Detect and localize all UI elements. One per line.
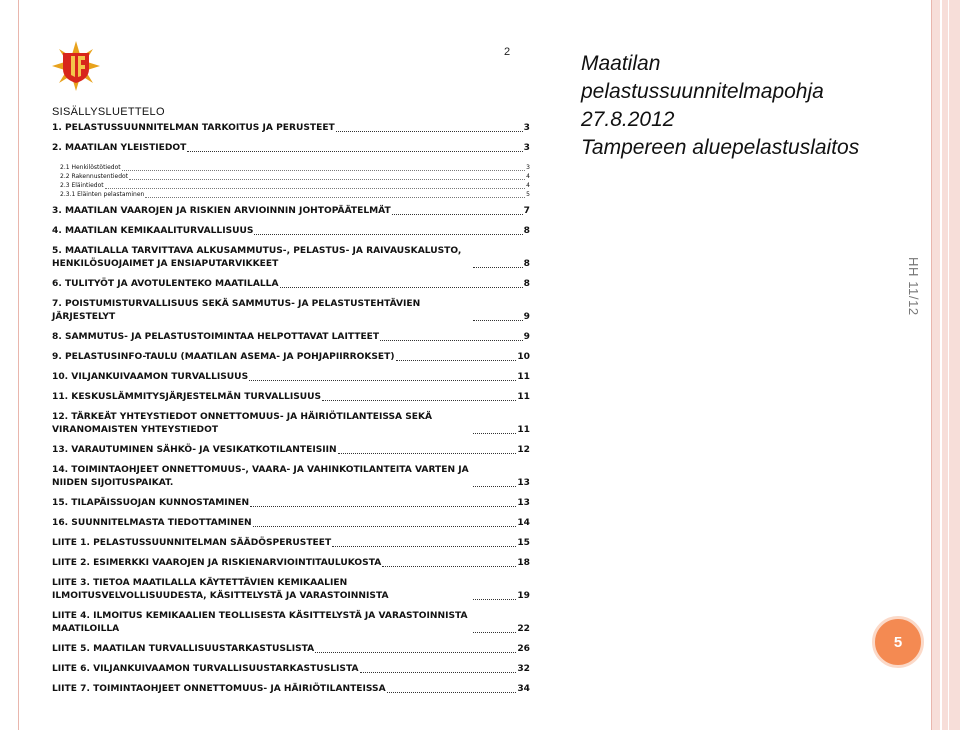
slide-title-line: Maatilan <box>581 52 661 75</box>
toc-leader-dots <box>332 546 516 547</box>
toc-entry-page: 14 <box>517 518 530 528</box>
right-decorative-band <box>932 0 960 730</box>
toc-subentry <box>52 164 530 172</box>
toc-entry-label: LIITE 3. TIETOA MAATILALLA KÄYTETTÄVIEN KEMIKAALIEN ILMOITUSVELVOLLISUUDESTA, KÄSITTELYSTÄ JA VARASTOINNISTA <box>52 578 389 601</box>
toc-entry <box>52 497 530 510</box>
toc-leader-dots <box>473 599 516 600</box>
toc-entry-label: LIITE 7. TOIMINTAOHJEET ONNETTOMUUS- JA HÄIRIÖTILANTEISSA <box>52 684 386 694</box>
slide-number-badge: 5 <box>872 616 924 668</box>
toc-leader-dots <box>322 400 516 401</box>
toc-entry-label: 13. VARAUTUMINEN SÄHKÖ- JA VESIKATKOTILANTEISIIN <box>52 445 337 455</box>
toc-entry-page: 9 <box>523 332 530 342</box>
slide-title-line: 27.8.2012 <box>581 108 675 131</box>
document-page-number: 2 <box>504 46 511 58</box>
toc-entry-label: LIITE 4. ILMOITUS KEMIKAALIEN TEOLLISESTA KÄSITTELYSTÄ JA VARASTOINNISTA MAATILOILLA <box>52 611 468 634</box>
toc-entry <box>52 205 530 218</box>
toc-entry-page: 15 <box>517 538 530 548</box>
toc-entry-label: LIITE 2. ESIMERKKI VAAROJEN JA RISKIENARVIOINTITAULUKOSTA <box>52 558 382 568</box>
toc-subentry <box>52 173 530 181</box>
toc-entry-page: 8 <box>523 226 530 236</box>
toc-entry-label: 1. PELASTUSSUUNNITELMAN TARKOITUS JA PERUSTEET <box>52 123 335 133</box>
toc-entry-label: 8. SAMMUTUS- JA PELASTUSTOIMINTAA HELPOTTAVAT LAITTEET <box>52 332 380 342</box>
toc-leader-dots <box>315 652 516 653</box>
toc-entry-label: 15. TILAPÄISSUOJAN KUNNOSTAMINEN <box>52 498 250 508</box>
toc-entry <box>52 371 530 384</box>
toc-leader-dots <box>473 632 516 633</box>
toc-entry-label: 12. TÄRKEÄT YHTEYSTIEDOT ONNETTOMUUS- JA HÄIRIÖTILANTEISSA SEKÄ VIRANOMAISTEN YHTEYSTIEDOT <box>52 412 433 435</box>
toc-leader-dots <box>396 360 517 361</box>
toc-entry-page: 11 <box>517 392 530 402</box>
toc-entry <box>52 517 530 530</box>
toc-entry-page: 8 <box>523 259 530 269</box>
toc-entry <box>52 225 530 238</box>
toc-entry-page: 3 <box>526 164 530 171</box>
toc-entry-page: 10 <box>517 352 530 362</box>
toc-leader-dots <box>122 170 526 171</box>
toc-entry <box>52 245 530 271</box>
toc-entry <box>52 577 530 603</box>
toc-leader-dots <box>392 214 523 215</box>
toc-leader-dots <box>254 234 522 235</box>
rescue-emblem-icon <box>51 40 101 92</box>
toc-leader-dots <box>473 267 523 268</box>
toc-entry <box>52 298 530 324</box>
toc-leader-dots <box>387 692 517 693</box>
toc-subentry <box>52 182 530 190</box>
toc-entry <box>52 142 530 155</box>
toc-entry-page: 5 <box>526 191 530 198</box>
toc-leader-dots <box>473 433 516 434</box>
toc-entry-page: 32 <box>517 664 530 674</box>
toc-entry-page: 13 <box>517 498 530 508</box>
toc-entry-label: 16. SUUNNITELMASTA TIEDOTTAMINEN <box>52 518 252 528</box>
toc-leader-dots <box>380 340 523 341</box>
toc-leader-dots <box>473 320 523 321</box>
toc-entry-page: 8 <box>523 279 530 289</box>
toc-entry-label: 10. VILJANKUIVAAMON TURVALLISUUS <box>52 372 249 382</box>
toc-entry <box>52 537 530 550</box>
toc-entry-page: 4 <box>526 182 530 189</box>
toc-entry-page: 7 <box>523 206 530 216</box>
slide-title-line: pelastussuunnitelmapohja <box>581 80 824 103</box>
toc-entry-label: 2.2 Rakennustentiedot <box>60 173 129 180</box>
toc-entry-label: 14. TOIMINTAOHJEET ONNETTOMUUS-, VAARA- JA VAHINKOTILANTEITA VARTEN JA NIIDEN SIJOITUSPAIKAT. <box>52 465 469 488</box>
toc-entry-label: 11. KESKUSLÄMMITYSJÄRJESTELMÄN TURVALLISUUS <box>52 392 322 402</box>
toc-entry-page: 34 <box>517 684 530 694</box>
toc-leader-dots <box>280 287 523 288</box>
toc-entry-page: 9 <box>523 312 530 322</box>
toc-entry-page: 13 <box>517 478 530 488</box>
toc-entry <box>52 331 530 344</box>
toc-entry <box>52 411 530 437</box>
toc-entry-page: 11 <box>517 425 530 435</box>
toc-leader-dots <box>249 380 516 381</box>
toc-entry-label: 2. MAATILAN YLEISTIEDOT <box>52 143 187 153</box>
vertical-footer-label: HH 11/12 <box>906 257 921 316</box>
slide-title-line: Tampereen aluepelastuslaitos <box>581 136 860 159</box>
toc-entry-page: 3 <box>523 123 530 133</box>
toc-entry <box>52 683 530 696</box>
toc-leader-dots <box>187 151 522 152</box>
toc-entry-page: 3 <box>523 143 530 153</box>
toc-entry <box>52 351 530 364</box>
toc-subentry <box>52 191 530 199</box>
toc-heading: SISÄLLYSLUETTELO <box>52 106 165 118</box>
toc-entry-page: 4 <box>526 173 530 180</box>
toc-entry-label: 2.3 Eläintiedot <box>60 182 104 189</box>
toc-entry-label: 6. TULITYÖT JA AVOTULENTEKO MAATILALLA <box>52 279 279 289</box>
toc-entry-label: 4. MAATILAN KEMIKAALITURVALLISUUS <box>52 226 254 236</box>
toc-entry-label: 5. MAATILALLA TARVITTAVA ALKUSAMMUTUS-, PELASTUS- JA RAIVAUSKALUSTO, HENKILÖSUOJAIMET JA ENSIAPUTARVIKKEET <box>52 246 462 269</box>
toc-leader-dots <box>250 506 516 507</box>
toc-entry-label: 2.3.1 Eläinten pelastaminen <box>60 191 145 198</box>
toc-entry-page: 19 <box>517 591 530 601</box>
toc-entry-page: 11 <box>517 372 530 382</box>
toc-entry-label: 2.1 Henkilöstötiedot <box>60 164 121 171</box>
toc-entry <box>52 278 530 291</box>
toc-entry-label: 9. PELASTUSINFO-TAULU (MAATILAN ASEMA- JA POHJAPIIRROKSET) <box>52 352 395 362</box>
toc-entry <box>52 610 530 636</box>
toc-entry-label: LIITE 5. MAATILAN TURVALLISUUSTARKASTUSLISTA <box>52 644 315 654</box>
toc-leader-dots <box>382 566 516 567</box>
toc-entry-page: 26 <box>517 644 530 654</box>
toc-leader-dots <box>473 486 516 487</box>
document-page-image <box>48 38 536 694</box>
toc-entry-label: 7. POISTUMISTURVALLISUUS SEKÄ SAMMUTUS- JA PELASTUSTEHTÄVIEN JÄRJESTELYT <box>52 299 421 322</box>
slide-title <box>581 50 911 162</box>
toc-entry-label: LIITE 6. VILJANKUIVAAMON TURVALLISUUSTARKASTUSLISTA <box>52 664 359 674</box>
toc-leader-dots <box>145 197 525 198</box>
toc-entry-label: 3. MAATILAN VAAROJEN JA RISKIEN ARVIOINNIN JOHTOPÄÄTELMÄT <box>52 206 391 216</box>
toc-leader-dots <box>336 131 523 132</box>
toc-leader-dots <box>338 453 517 454</box>
toc-entry-page: 18 <box>517 558 530 568</box>
toc-entry-label: LIITE 1. PELASTUSSUUNNITELMAN SÄÄDÖSPERUSTEET <box>52 538 332 548</box>
toc-entry <box>52 391 530 404</box>
toc-entry <box>52 557 530 570</box>
toc-entry <box>52 464 530 490</box>
table-of-contents <box>52 122 530 703</box>
toc-entry-page: 12 <box>517 445 530 455</box>
toc-leader-dots <box>105 188 526 189</box>
toc-entry-page: 22 <box>517 624 530 634</box>
toc-leader-dots <box>360 672 517 673</box>
toc-leader-dots <box>129 179 525 180</box>
toc-entry <box>52 444 530 457</box>
toc-leader-dots <box>253 526 517 527</box>
toc-entry <box>52 643 530 656</box>
toc-entry <box>52 663 530 676</box>
toc-entry <box>52 122 530 135</box>
